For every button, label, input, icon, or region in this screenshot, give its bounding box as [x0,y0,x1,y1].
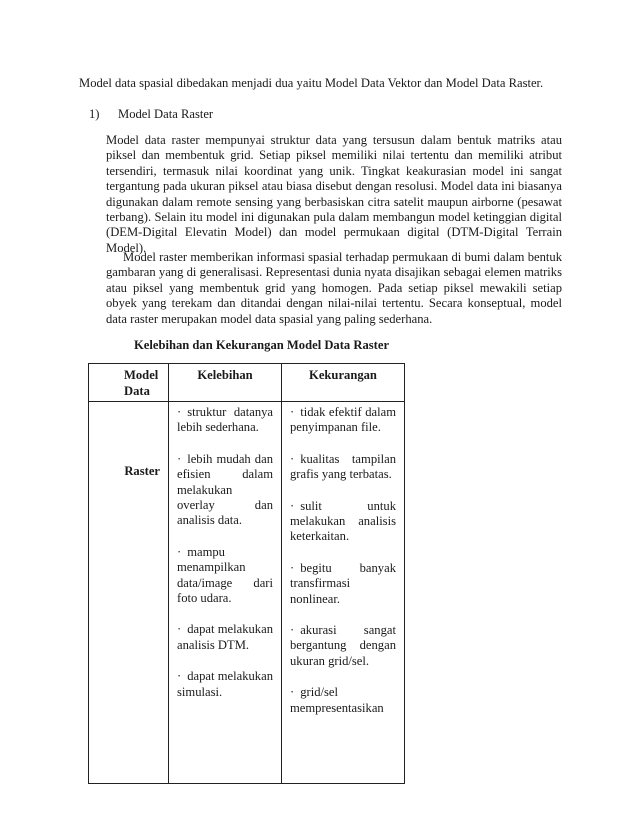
bullet-dot: · [290,498,295,513]
kekurangan-item [290,499,396,545]
header-kekurangan: Kekurangan [282,364,405,402]
kelebihan-text: dapat melakukan analisis DTM. [177,622,273,652]
bullet-dot: · [177,622,182,637]
kelebihan-text: mampu menampilkan data/image dari foto udara. [177,544,273,606]
kekurangan-text: kualitas tampilan grafis yang terbatas. [290,451,396,482]
kekurangan-text: tidak efektif dalam penyimpanan file. [290,405,396,435]
kekurangan-list [282,402,404,783]
kelebihan-item [177,405,273,436]
header-model-data: Model Data [89,364,169,402]
kekurangan-item [290,452,396,483]
kekurangan-text: grid/sel mempresentasikan [290,685,384,715]
bullet-dot: · [290,623,295,638]
kekurangan-item [290,405,396,436]
kelebihan-item [177,622,273,653]
kekurangan-item [290,561,396,607]
table-title: Kelebihan dan Kekurangan Model Data Raster [134,338,390,352]
kekurangan-text: begitu banyak transfirmasi nonlinear. [290,560,396,606]
kekurangan-item [290,685,396,716]
kekurangan-cell [282,402,405,784]
bullet-dot: · [290,405,295,419]
bullet-dot: · [290,685,295,700]
kekurangan-item [290,623,396,669]
kelebihan-text: lebih mudah dan efisien dalam melakukan overlay dan analisis data. [177,451,273,528]
kelebihan-item [177,452,273,529]
bullet-dot: · [290,451,295,466]
paragraph-1: Model data raster mempunyai struktur data yang tersusun dalam bentuk matriks atau piksel dan membentuk grid. Setiap piksel memiliki nilai tertentu dan memiliki atribut tersendiri, termasuk nilai koordinat yang unik. Tingkat keakurasian model ini sangat tergantung pada ukuran piksel atau biasa disebut dengan resolusi. Model data ini biasanya digunakan dalam remote sensing yang berbasiskan citra satelit maupun airborne (pesawat terbang). Selain itu model ini digunakan pula dalam membangun model ketinggian digital (DEM-Digital Elevatin Model) dan model permukaan digital (DTM-Digital Terrain Model). [106,133,562,255]
header-kelebihan: Kelebihan [169,364,282,402]
bullet-dot: · [177,669,182,684]
kelebihan-item [177,545,273,607]
kelebihan-list [169,402,281,783]
bullet-dot: · [177,544,182,559]
table-header-row [89,364,405,402]
intro-sentence: Model data spasial dibedakan menjadi dua yaitu Model Data Vektor dan Model Data Raster. [79,76,544,90]
kekurangan-text: akurasi sangat bergantung dengan ukuran grid/sel. [290,623,396,668]
section-number: 1) [89,107,100,121]
model-cell: Raster [89,402,169,784]
comparison-table [88,363,405,784]
kelebihan-cell [169,402,282,784]
kekurangan-text: sulit untuk melakukan analisis keterkaitan. [290,498,396,544]
kelebihan-text: struktur datanya lebih sederhana. [177,405,273,435]
paragraph-2: Model raster memberikan informasi spasial terhadap permukaan di bumi dalam bentuk gambaran yang di generalisasi. Representasi dunia nyata disajikan sebagai elemen matriks atau piksel yang membentuk grid yang homogen. Pada setiap piksel mewakili setiap obyek yang terekam dan ditandai dengan nilai-nilai tertentu. Secara konseptual, model data raster merupakan model data spasial yang paling sederhana. [106,250,562,326]
bullet-dot: · [290,560,295,575]
table-row [89,402,405,784]
bullet-dot: · [177,451,182,466]
bullet-dot: · [177,405,182,419]
kelebihan-text: dapat melakukan simulasi. [177,669,273,699]
kelebihan-item [177,669,273,700]
section-title: Model Data Raster [118,107,214,121]
section-heading [89,107,389,122]
